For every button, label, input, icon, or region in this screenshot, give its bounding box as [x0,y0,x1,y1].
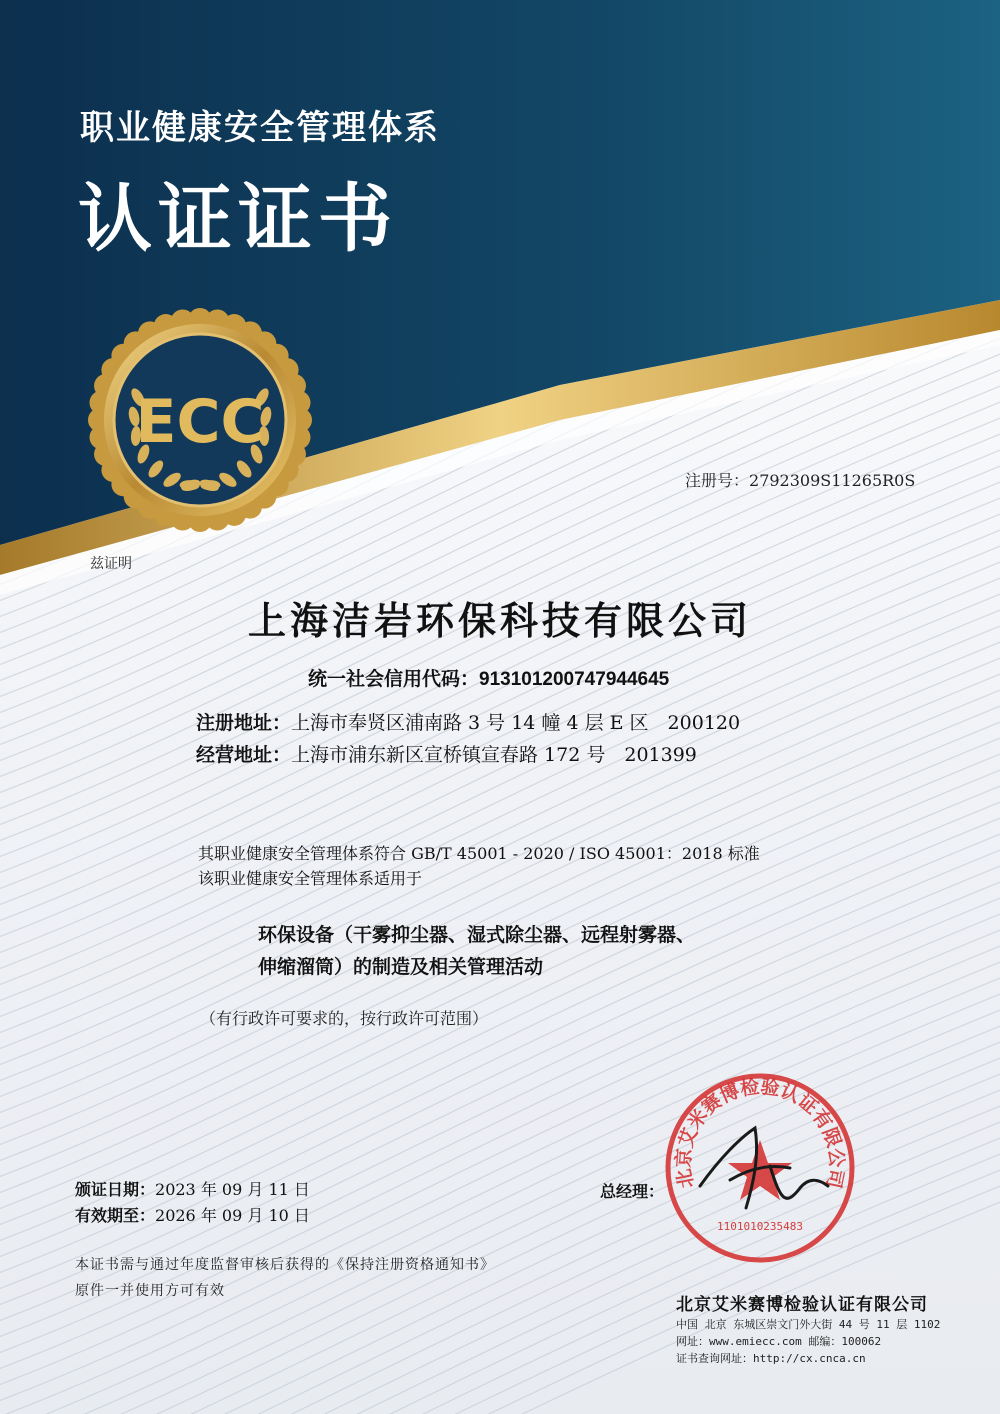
scope-intro: 该职业健康安全管理体系适用于 [198,869,423,888]
business-address-value: 上海市浦东新区宣桥镇宣春路 172 号 201399 [291,744,697,766]
valid-until-value: 2026 年 09 月 10 日 [155,1206,310,1225]
valid-until [75,1203,310,1226]
company-seal [660,1068,860,1268]
scope-line-1: 环保设备（干雾抑尘器、湿式除尘器、远程射雾器、 [258,924,696,946]
seal-code: 1101010235483 [716,1220,804,1233]
company-name: 上海洁岩环保科技有限公司 [247,598,752,643]
business-address [196,740,697,767]
registered-address-label: 注册地址： [196,712,292,734]
registration-number [685,468,915,491]
credit-code [308,664,669,691]
business-address-label: 经营地址： [196,744,292,766]
registered-address [196,708,740,735]
registration-label: 注册号： [685,471,750,490]
permit-note: （有行政许可要求的，按行政许可范围） [200,1009,489,1028]
issuer-name: 北京艾米赛博检验认证有限公司 [676,1295,928,1315]
registered-address-value: 上海市奉贤区浦南路 3 号 14 幢 4 层 E 区 200120 [291,712,741,734]
valid-until-label: 有效期至： [75,1206,156,1225]
issue-date-label: 颁证日期： [75,1180,156,1199]
certificate-title: 认证证书 [78,176,398,262]
credit-code-label: 统一社会信用代码： [308,668,480,690]
registration-value: 2792309S11265R0S [749,471,916,490]
issue-date [75,1177,310,1200]
credit-code-value: 913101200747944645 [479,669,670,690]
scope-line-2: 伸缩溜筒）的制造及相关管理活动 [258,956,544,978]
issuer-website: 网址：www.emiecc.com 邮编：100062 [676,1335,882,1348]
footnote-line-1: 本证书需与通过年度监督审核后获得的《保持注册资格通知书》 [75,1257,495,1273]
issuer-address: 中国 北京 东城区崇文门外大街 44 号 11 层 1102 [676,1318,941,1331]
seal-text: 北京艾米赛博检验认证有限公司 [672,1075,848,1191]
general-manager-label: 总经理： [600,1182,665,1201]
certificate-type-title: 职业健康安全管理体系 [80,108,440,148]
certificate-query-url: 证书查询网址：http://cx.cnca.cn [676,1352,866,1365]
ecc-emblem [80,300,320,540]
hereby-certify: 兹证明 [90,556,132,572]
emblem-letters: ECC [135,387,265,457]
signature [700,1128,828,1208]
footnote-line-2: 原件一并使用方可有效 [75,1283,225,1299]
standard-statement: 其职业健康安全管理体系符合 GB/T 45001 - 2020 / ISO 45001：2018 标准 [198,844,760,863]
issue-date-value: 2023 年 09 月 11 日 [155,1180,310,1199]
